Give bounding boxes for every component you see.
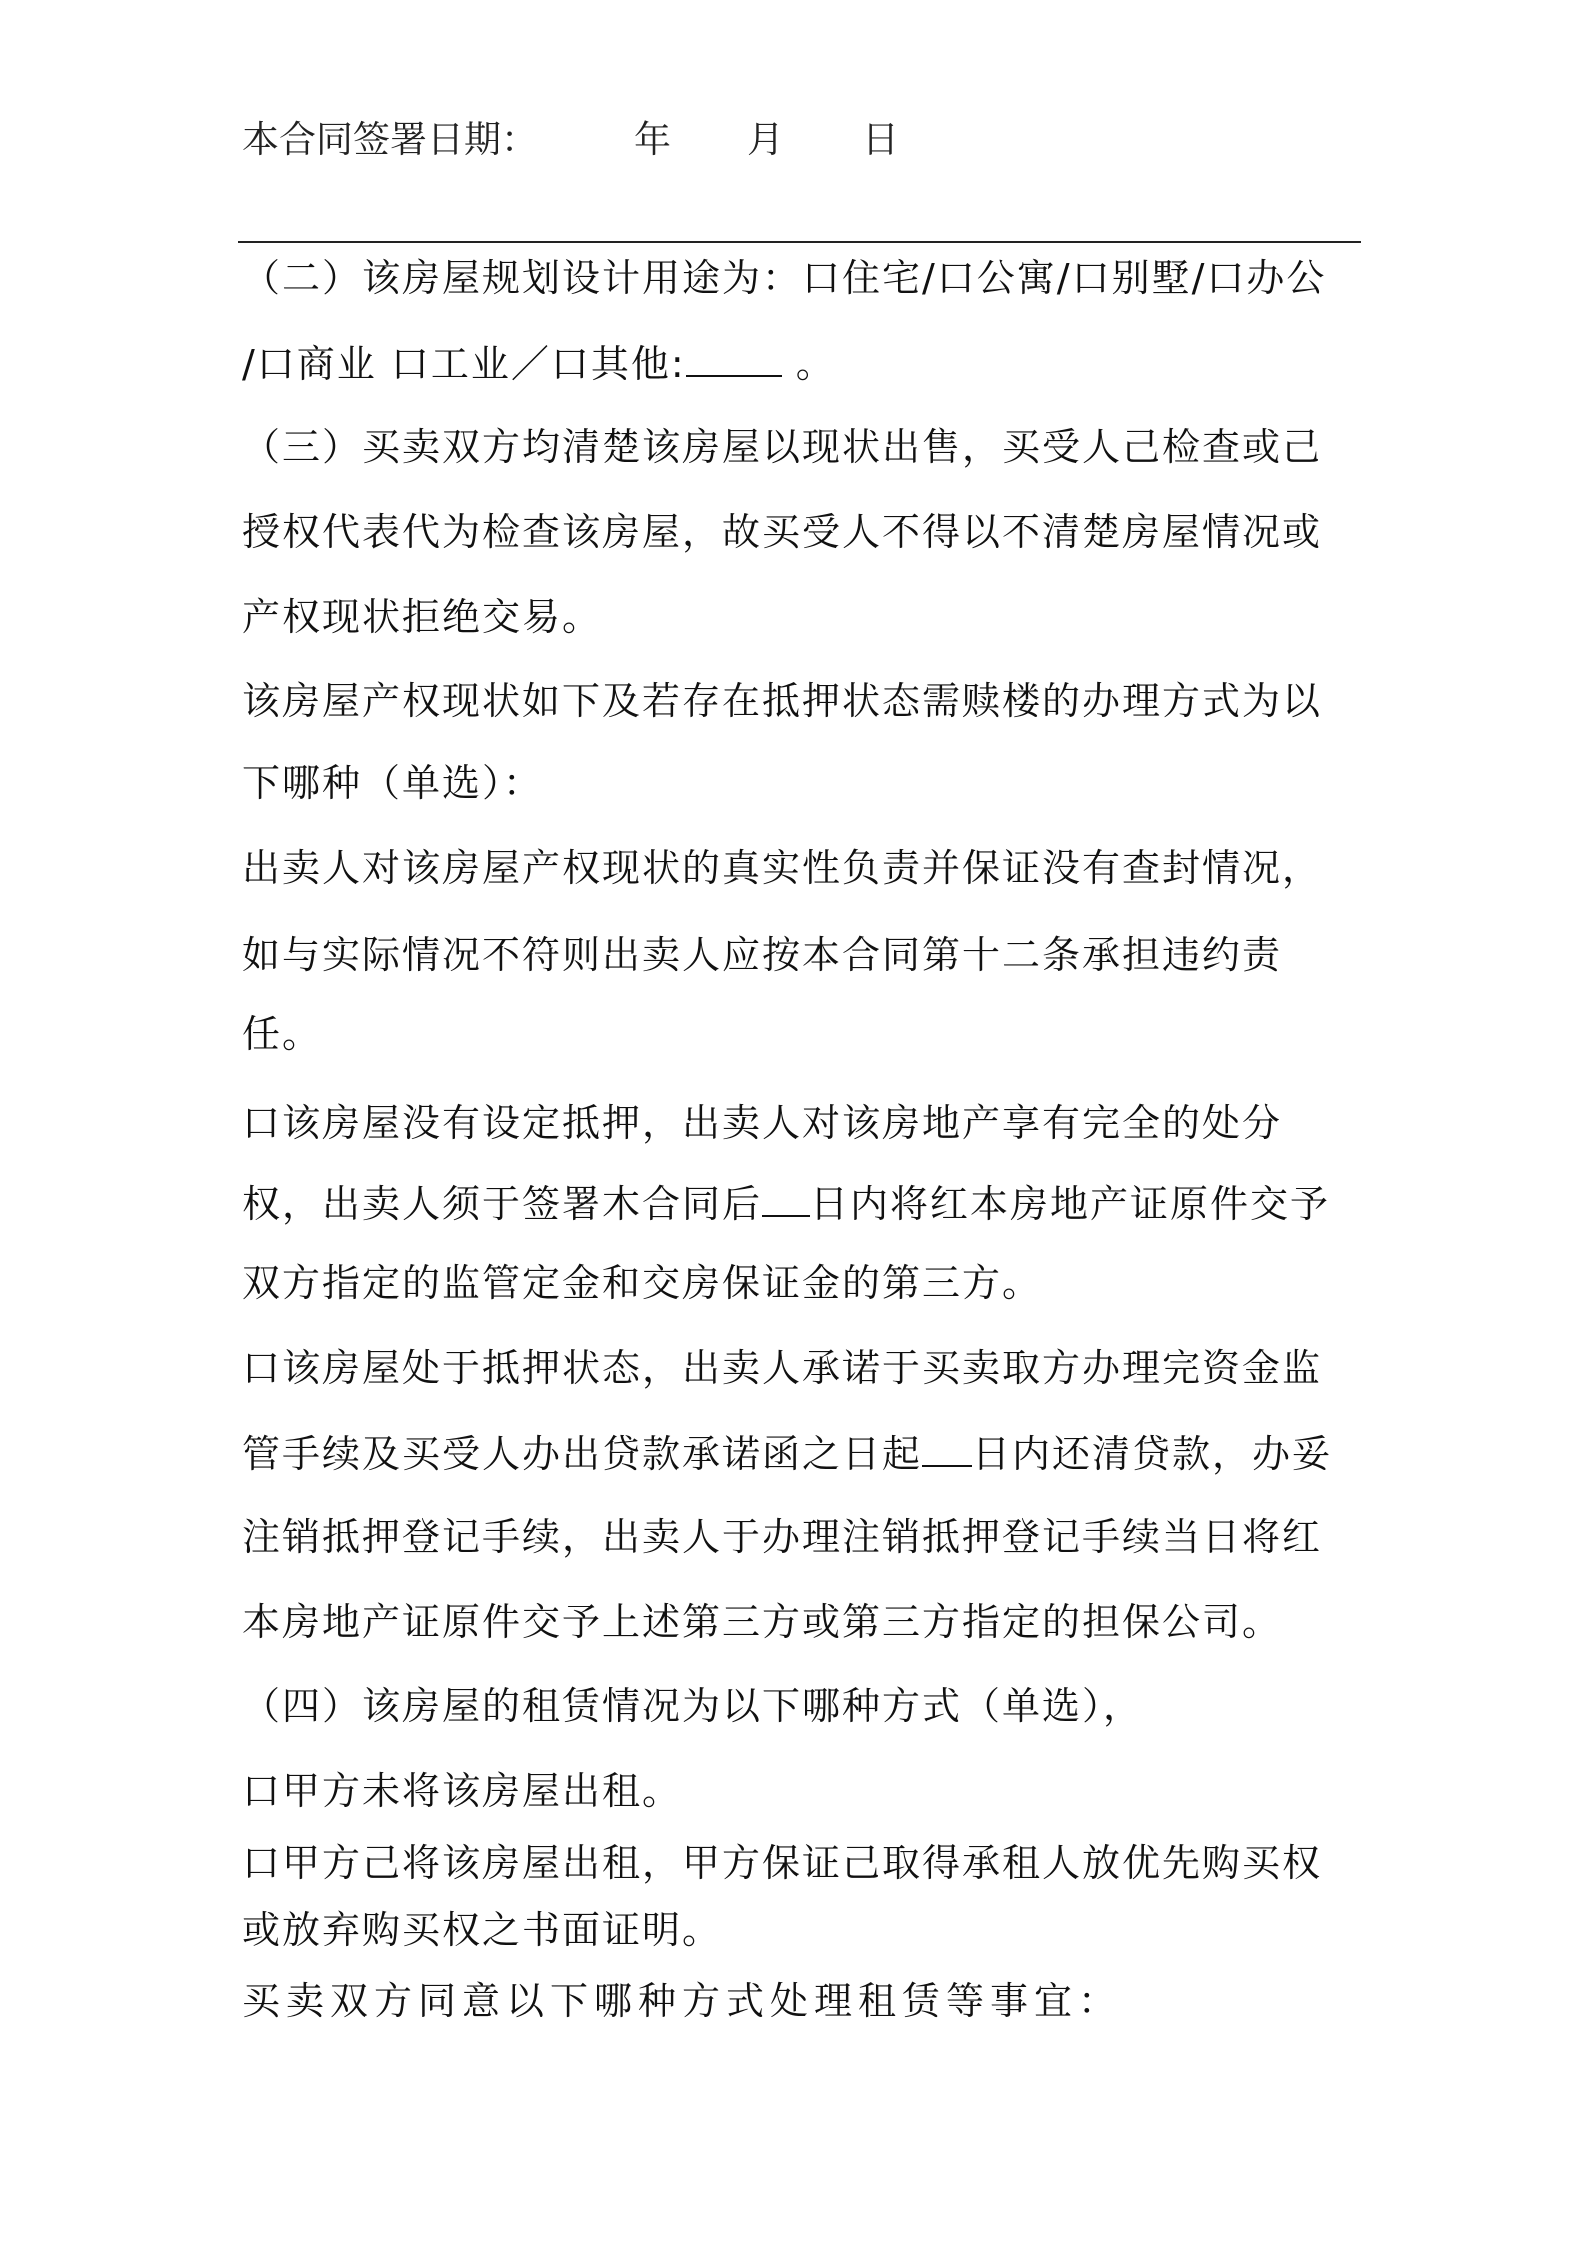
seller-guarantee-line-1: 出卖人对该房屋产权现状的真实性负责并保证没有查封情况，	[242, 846, 1323, 890]
rented-option-line-1: 口甲方己将该房屋出租，甲方保证己取得承租人放优先购买权	[242, 1841, 1323, 1885]
lease-handling-heading: 买卖双方同意以下哪种方式处理租赁等事宜：	[242, 1979, 1123, 2023]
days-blank-2	[922, 1431, 972, 1467]
property-status-line-2: 下哪种（单选）：	[242, 761, 544, 805]
days-blank-1	[762, 1181, 810, 1217]
no-mortgage-option-line-3: 双方指定的监管定金和交房保证金的第三方。	[242, 1261, 1043, 1305]
mortgaged-text-after: 日内还清贷款，办妥	[972, 1432, 1333, 1476]
header-divider	[238, 241, 1361, 243]
no-mortgage-text-before: 权，出卖人须于签署木合同后	[242, 1182, 763, 1226]
signing-date-year: 年	[634, 118, 671, 161]
no-mortgage-option-line-1: 口该房屋没有设定抵押，出卖人对该房地产享有完全的处分	[242, 1101, 1283, 1145]
other-usage-blank	[686, 341, 782, 377]
mortgaged-text-before: 管手续及买受人办出贷款承诺函之日起	[242, 1432, 923, 1476]
signing-date-month: 月	[747, 118, 784, 161]
signing-date-day: 日	[862, 118, 899, 161]
mortgaged-option-line-1: 口该房屋处于抵押状态，出卖人承诺于买卖取方办理完资金监	[242, 1346, 1323, 1390]
section-2-usage-line-1: （二）该房屋规划设计用途为：口住宅/口公寓/口别墅/口办公	[242, 256, 1327, 300]
section-2-usage-line-2	[242, 341, 836, 386]
usage-options-text: /口商业 口工业／口其他:	[242, 342, 686, 386]
no-mortgage-text-after: 日内将红本房地产证原件交予	[810, 1182, 1331, 1226]
section-3-line-2: 授权代表代为检查该房屋，故买受人不得以不清楚房屋情况或	[242, 510, 1323, 554]
seller-guarantee-line-2: 如与实际情况不符则出卖人应按本合同第十二条承担违约责	[242, 933, 1283, 977]
mortgaged-option-line-4: 本房地产证原件交予上述第三方或第三方指定的担保公司。	[242, 1600, 1283, 1644]
signing-date-label: 本合同签署日期：	[242, 118, 538, 161]
mortgaged-option-line-2	[242, 1431, 1332, 1476]
section-3-line-3: 产权现状拒绝交易。	[242, 595, 603, 639]
rented-option-line-2: 或放弃购买权之书面证明。	[242, 1908, 723, 1952]
not-rented-option: 口甲方未将该房屋出租。	[242, 1769, 683, 1813]
usage-line-end: 。	[781, 342, 836, 386]
mortgaged-option-line-3: 注销抵押登记手续，出卖人于办理注销抵押登记手续当日将红	[242, 1515, 1323, 1559]
no-mortgage-option-line-2	[242, 1181, 1330, 1226]
section-3-line-1: （三）买卖双方均清楚该房屋以现状出售，买受人己检查或己	[242, 425, 1323, 469]
section-4-heading: （四）该房屋的租赁情况为以下哪种方式（单选），	[242, 1684, 1144, 1728]
seller-guarantee-line-3: 任。	[242, 1012, 323, 1056]
property-status-line-1: 该房屋产权现状如下及若存在抵押状态需赎楼的办理方式为以	[242, 679, 1323, 723]
